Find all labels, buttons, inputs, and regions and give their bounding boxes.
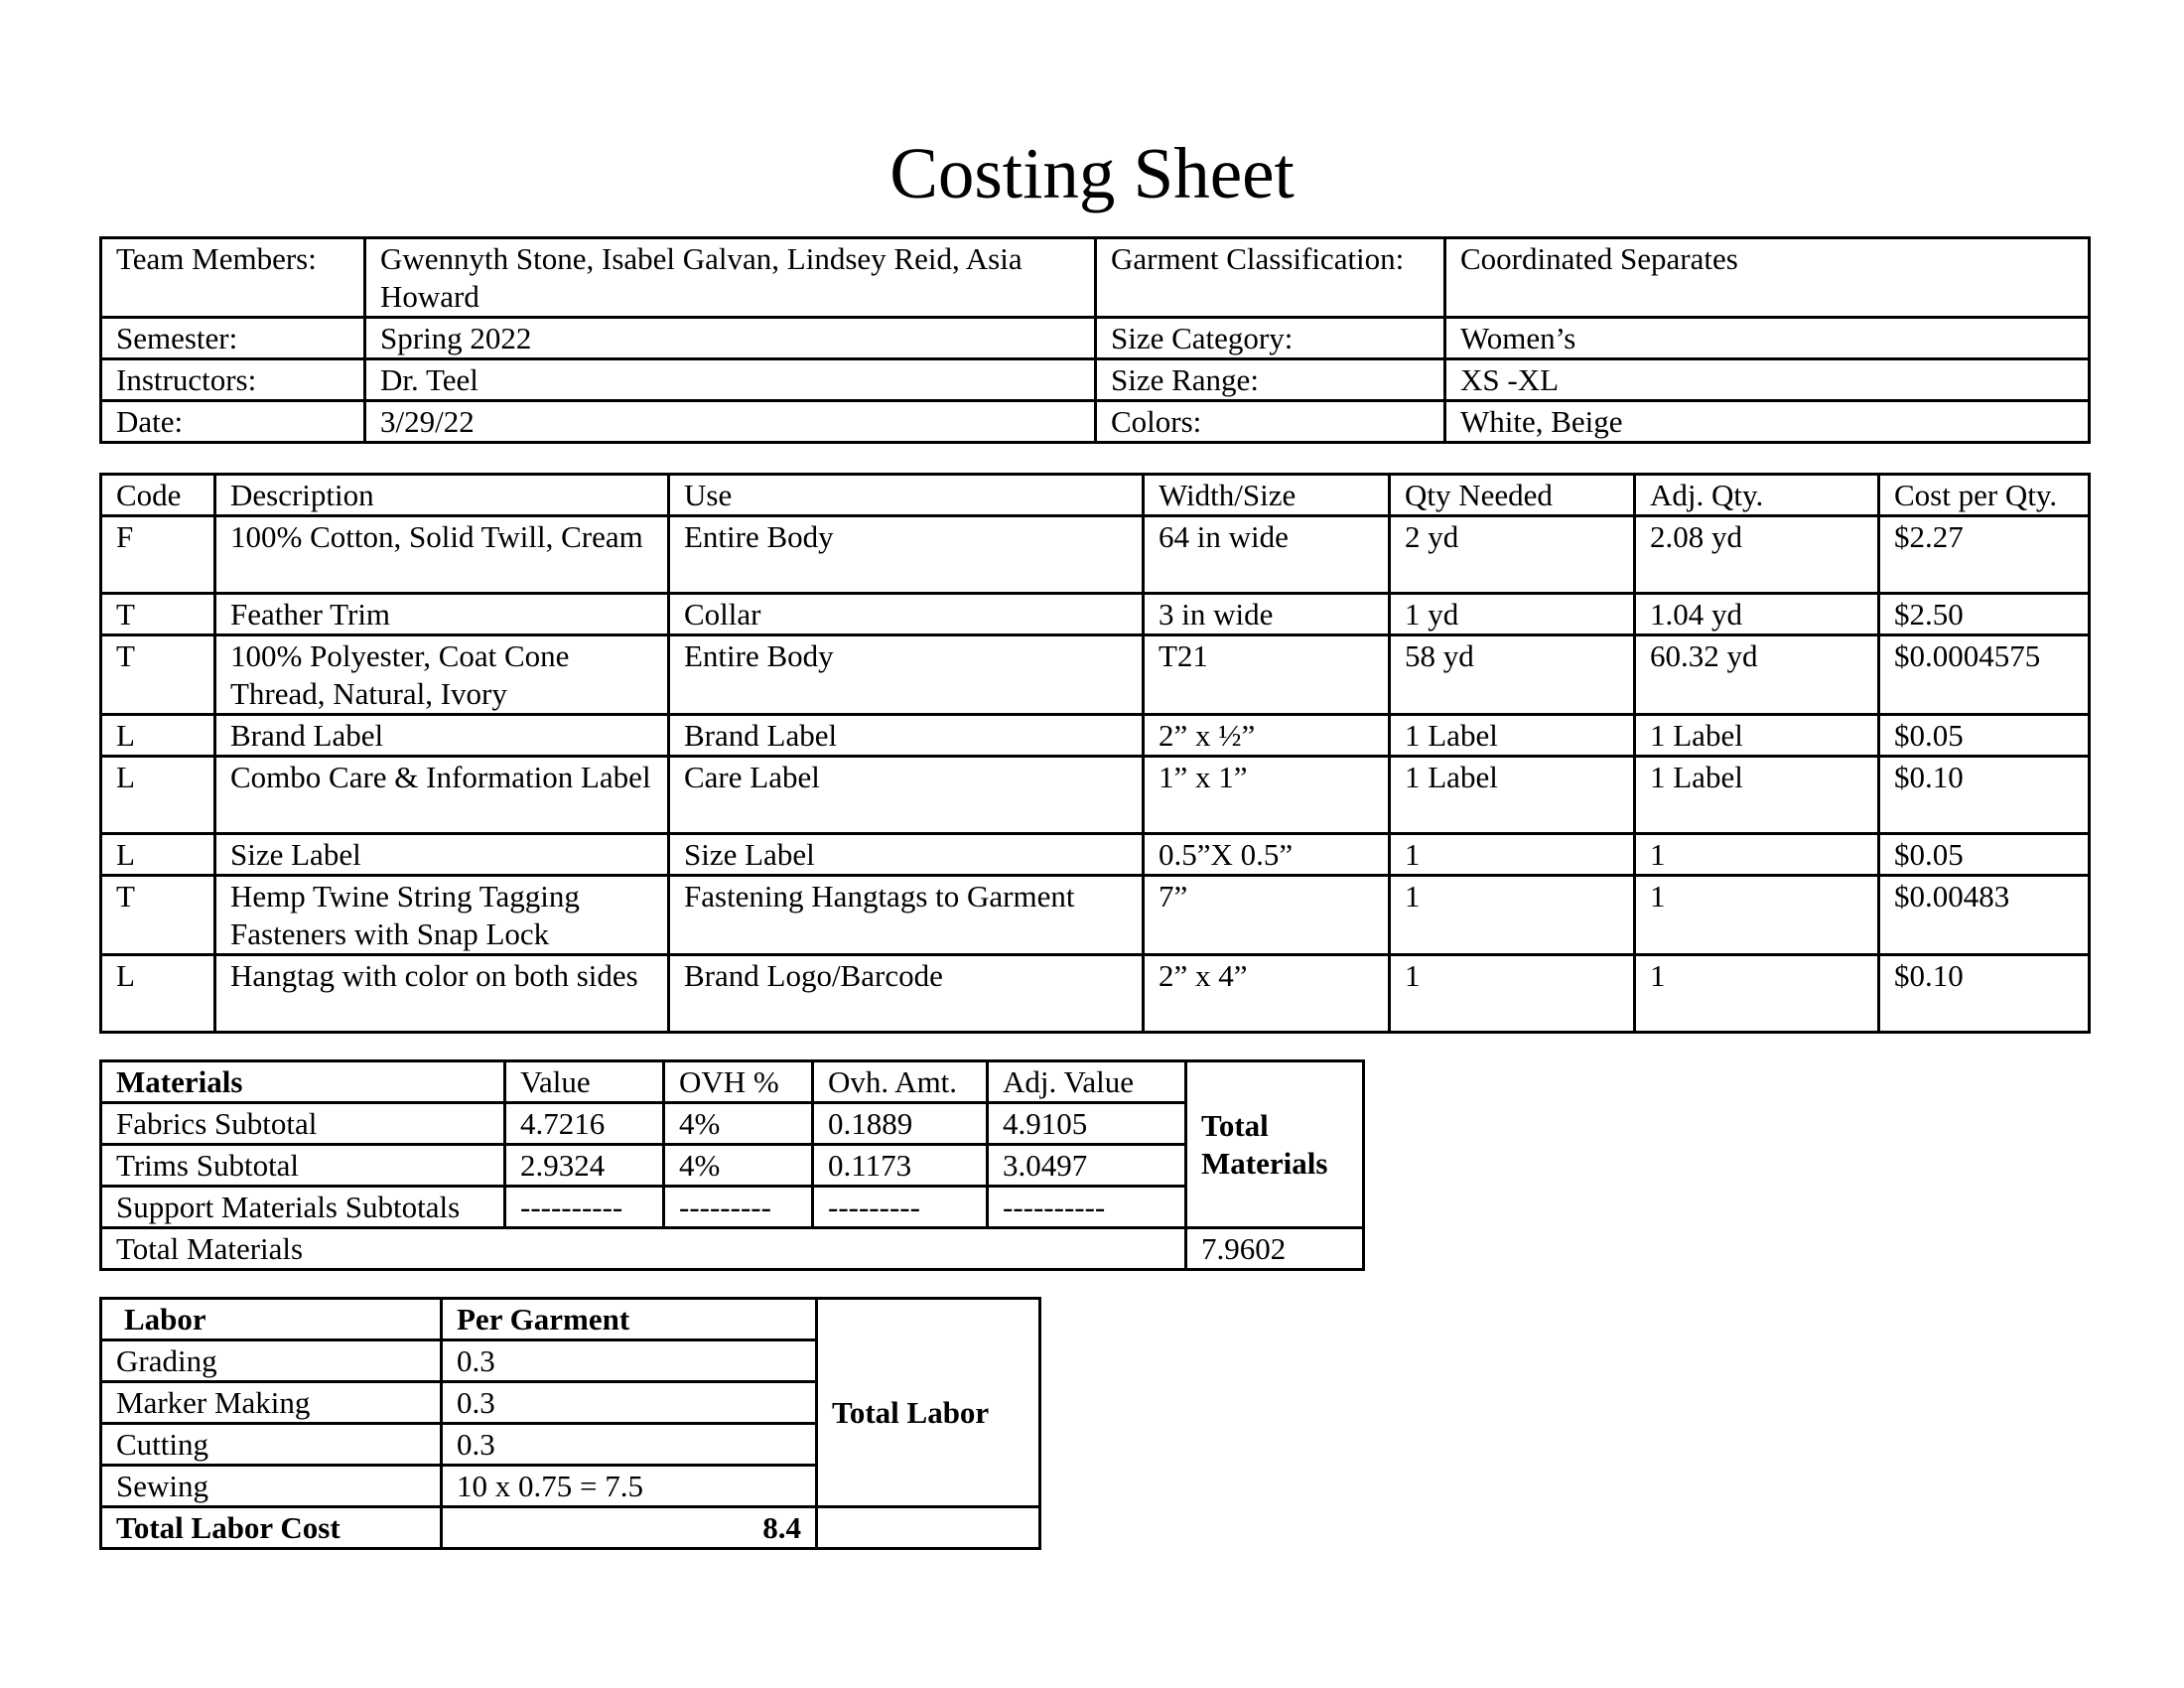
table-cell: Hangtag with color on both sides [215,955,669,1033]
table-cell: Hemp Twine String Tagging Fasteners with Snap Lock [215,876,669,955]
table-row [101,757,2090,834]
total-materials-value: 7.9602 [1186,1228,1364,1270]
table-row [101,876,2090,955]
total-labor-cost-value: 8.4 [442,1507,817,1549]
labor-header-row [101,1299,1040,1340]
table-cell: $0.0004575 [1879,635,2090,715]
table-cell: T [101,635,215,715]
column-header: Cost per Qty. [1879,475,2090,516]
column-header: Value [505,1061,664,1103]
empty-cell [817,1507,1040,1549]
instructors-value: Dr. Teel [365,359,1096,401]
table-cell: 1 [1390,876,1635,955]
table-cell: F [101,516,215,594]
table-cell: 4% [664,1145,813,1187]
table-cell: $2.27 [1879,516,2090,594]
total-labor-side-label: Total Labor [817,1299,1040,1507]
table-cell: 10 x 0.75 = 7.5 [442,1466,817,1507]
total-materials-label: Total Materials [101,1228,1186,1270]
table-cell: Brand Logo/Barcode [669,955,1144,1033]
table-cell: 1 [1635,955,1879,1033]
header-info-table [99,236,2091,444]
items-table [99,473,2091,1034]
table-cell: 1 Label [1390,757,1635,834]
table-cell: 0.1173 [813,1145,988,1187]
table-cell: 7” [1144,876,1390,955]
table-cell: Sewing [101,1466,442,1507]
date-label: Date: [101,401,365,443]
table-row [101,955,2090,1033]
table-cell: $0.10 [1879,955,2090,1033]
table-cell: --------- [813,1187,988,1228]
total-labor-cost-label: Total Labor Cost [101,1507,442,1549]
table-cell: 0.3 [442,1340,817,1382]
table-row [101,516,2090,594]
table-cell: Size Label [669,834,1144,876]
total-materials-side-label: Total Materials [1186,1061,1364,1228]
table-cell: T [101,594,215,635]
table-cell: 1 [1635,876,1879,955]
table-cell: ---------- [505,1187,664,1228]
table-cell: 4% [664,1103,813,1145]
table-cell: Fabrics Subtotal [101,1103,505,1145]
table-cell: Grading [101,1340,442,1382]
column-header: Use [669,475,1144,516]
column-header: Labor [101,1299,442,1340]
table-cell: T [101,876,215,955]
items-header-row [101,475,2090,516]
size-range-value: XS -XL [1445,359,2090,401]
table-cell: 1 Label [1635,715,1879,757]
column-header: Code [101,475,215,516]
table-cell: Support Materials Subtotals [101,1187,505,1228]
table-cell: 2.08 yd [1635,516,1879,594]
table-cell: 0.3 [442,1424,817,1466]
table-cell: 0.1889 [813,1103,988,1145]
table-cell: Entire Body [669,516,1144,594]
table-row [101,594,2090,635]
table-cell: 100% Cotton, Solid Twill, Cream [215,516,669,594]
column-header: Per Garment [442,1299,817,1340]
table-cell: 1” x 1” [1144,757,1390,834]
team-label: Team Members: [101,238,365,318]
classification-label: Garment Classification: [1096,238,1445,318]
table-cell: 3.0497 [988,1145,1186,1187]
table-cell: Size Label [215,834,669,876]
table-cell: 1.04 yd [1635,594,1879,635]
table-row [101,1103,1364,1145]
materials-header-row [101,1061,1364,1103]
table-cell: L [101,715,215,757]
table-cell: Entire Body [669,635,1144,715]
table-cell: Feather Trim [215,594,669,635]
size-category-label: Size Category: [1096,318,1445,359]
column-header: Ovh. Amt. [813,1061,988,1103]
table-cell: 2” x ½” [1144,715,1390,757]
table-cell: T21 [1144,635,1390,715]
table-cell: 2.9324 [505,1145,664,1187]
table-row [101,834,2090,876]
table-cell: L [101,955,215,1033]
table-cell: 3 in wide [1144,594,1390,635]
table-cell: 1 Label [1390,715,1635,757]
table-cell: 58 yd [1390,635,1635,715]
table-cell: $2.50 [1879,594,2090,635]
classification-value: Coordinated Separates [1445,238,2090,318]
table-cell: Combo Care & Information Label [215,757,669,834]
table-cell: 0.3 [442,1382,817,1424]
materials-table [99,1059,1365,1271]
table-cell: $0.10 [1879,757,2090,834]
table-cell: 0.5”X 0.5” [1144,834,1390,876]
table-cell: 1 [1635,834,1879,876]
table-cell: Cutting [101,1424,442,1466]
column-header: Adj. Value [988,1061,1186,1103]
table-cell: $0.05 [1879,834,2090,876]
colors-label: Colors: [1096,401,1445,443]
table-cell: 1 [1390,834,1635,876]
column-header: Qty Needed [1390,475,1635,516]
table-cell: Care Label [669,757,1144,834]
table-cell: --------- [664,1187,813,1228]
page-title: Costing Sheet [889,133,1295,213]
table-row [101,1145,1364,1187]
table-cell: Brand Label [669,715,1144,757]
table-row [101,715,2090,757]
materials-total-row [101,1228,1364,1270]
date-value: 3/29/22 [365,401,1096,443]
size-range-label: Size Range: [1096,359,1445,401]
column-header: Description [215,475,669,516]
table-cell: Trims Subtotal [101,1145,505,1187]
semester-label: Semester: [101,318,365,359]
column-header: Width/Size [1144,475,1390,516]
table-cell: 64 in wide [1144,516,1390,594]
table-cell: 1 yd [1390,594,1635,635]
table-cell: Marker Making [101,1382,442,1424]
column-header: Materials [101,1061,505,1103]
table-cell: 4.7216 [505,1103,664,1145]
instructors-label: Instructors: [101,359,365,401]
table-row [101,1187,1364,1228]
table-cell: L [101,757,215,834]
table-cell: L [101,834,215,876]
table-cell: 60.32 yd [1635,635,1879,715]
table-cell: ---------- [988,1187,1186,1228]
colors-value: White, Beige [1445,401,2090,443]
table-cell: $0.05 [1879,715,2090,757]
table-cell: $0.00483 [1879,876,2090,955]
table-cell: Brand Label [215,715,669,757]
size-category-value: Women’s [1445,318,2090,359]
column-header: OVH % [664,1061,813,1103]
table-cell: 2” x 4” [1144,955,1390,1033]
table-cell: 1 Label [1635,757,1879,834]
labor-table [99,1297,1041,1550]
labor-total-row [101,1507,1040,1549]
table-cell: 4.9105 [988,1103,1186,1145]
table-cell: 100% Polyester, Coat Cone Thread, Natural, Ivory [215,635,669,715]
team-value: Gwennyth Stone, Isabel Galvan, Lindsey Reid, Asia Howard [365,238,1096,318]
table-row [101,635,2090,715]
table-cell: 2 yd [1390,516,1635,594]
semester-value: Spring 2022 [365,318,1096,359]
table-cell: Collar [669,594,1144,635]
table-cell: Fastening Hangtags to Garment [669,876,1144,955]
table-cell: 1 [1390,955,1635,1033]
column-header: Adj. Qty. [1635,475,1879,516]
